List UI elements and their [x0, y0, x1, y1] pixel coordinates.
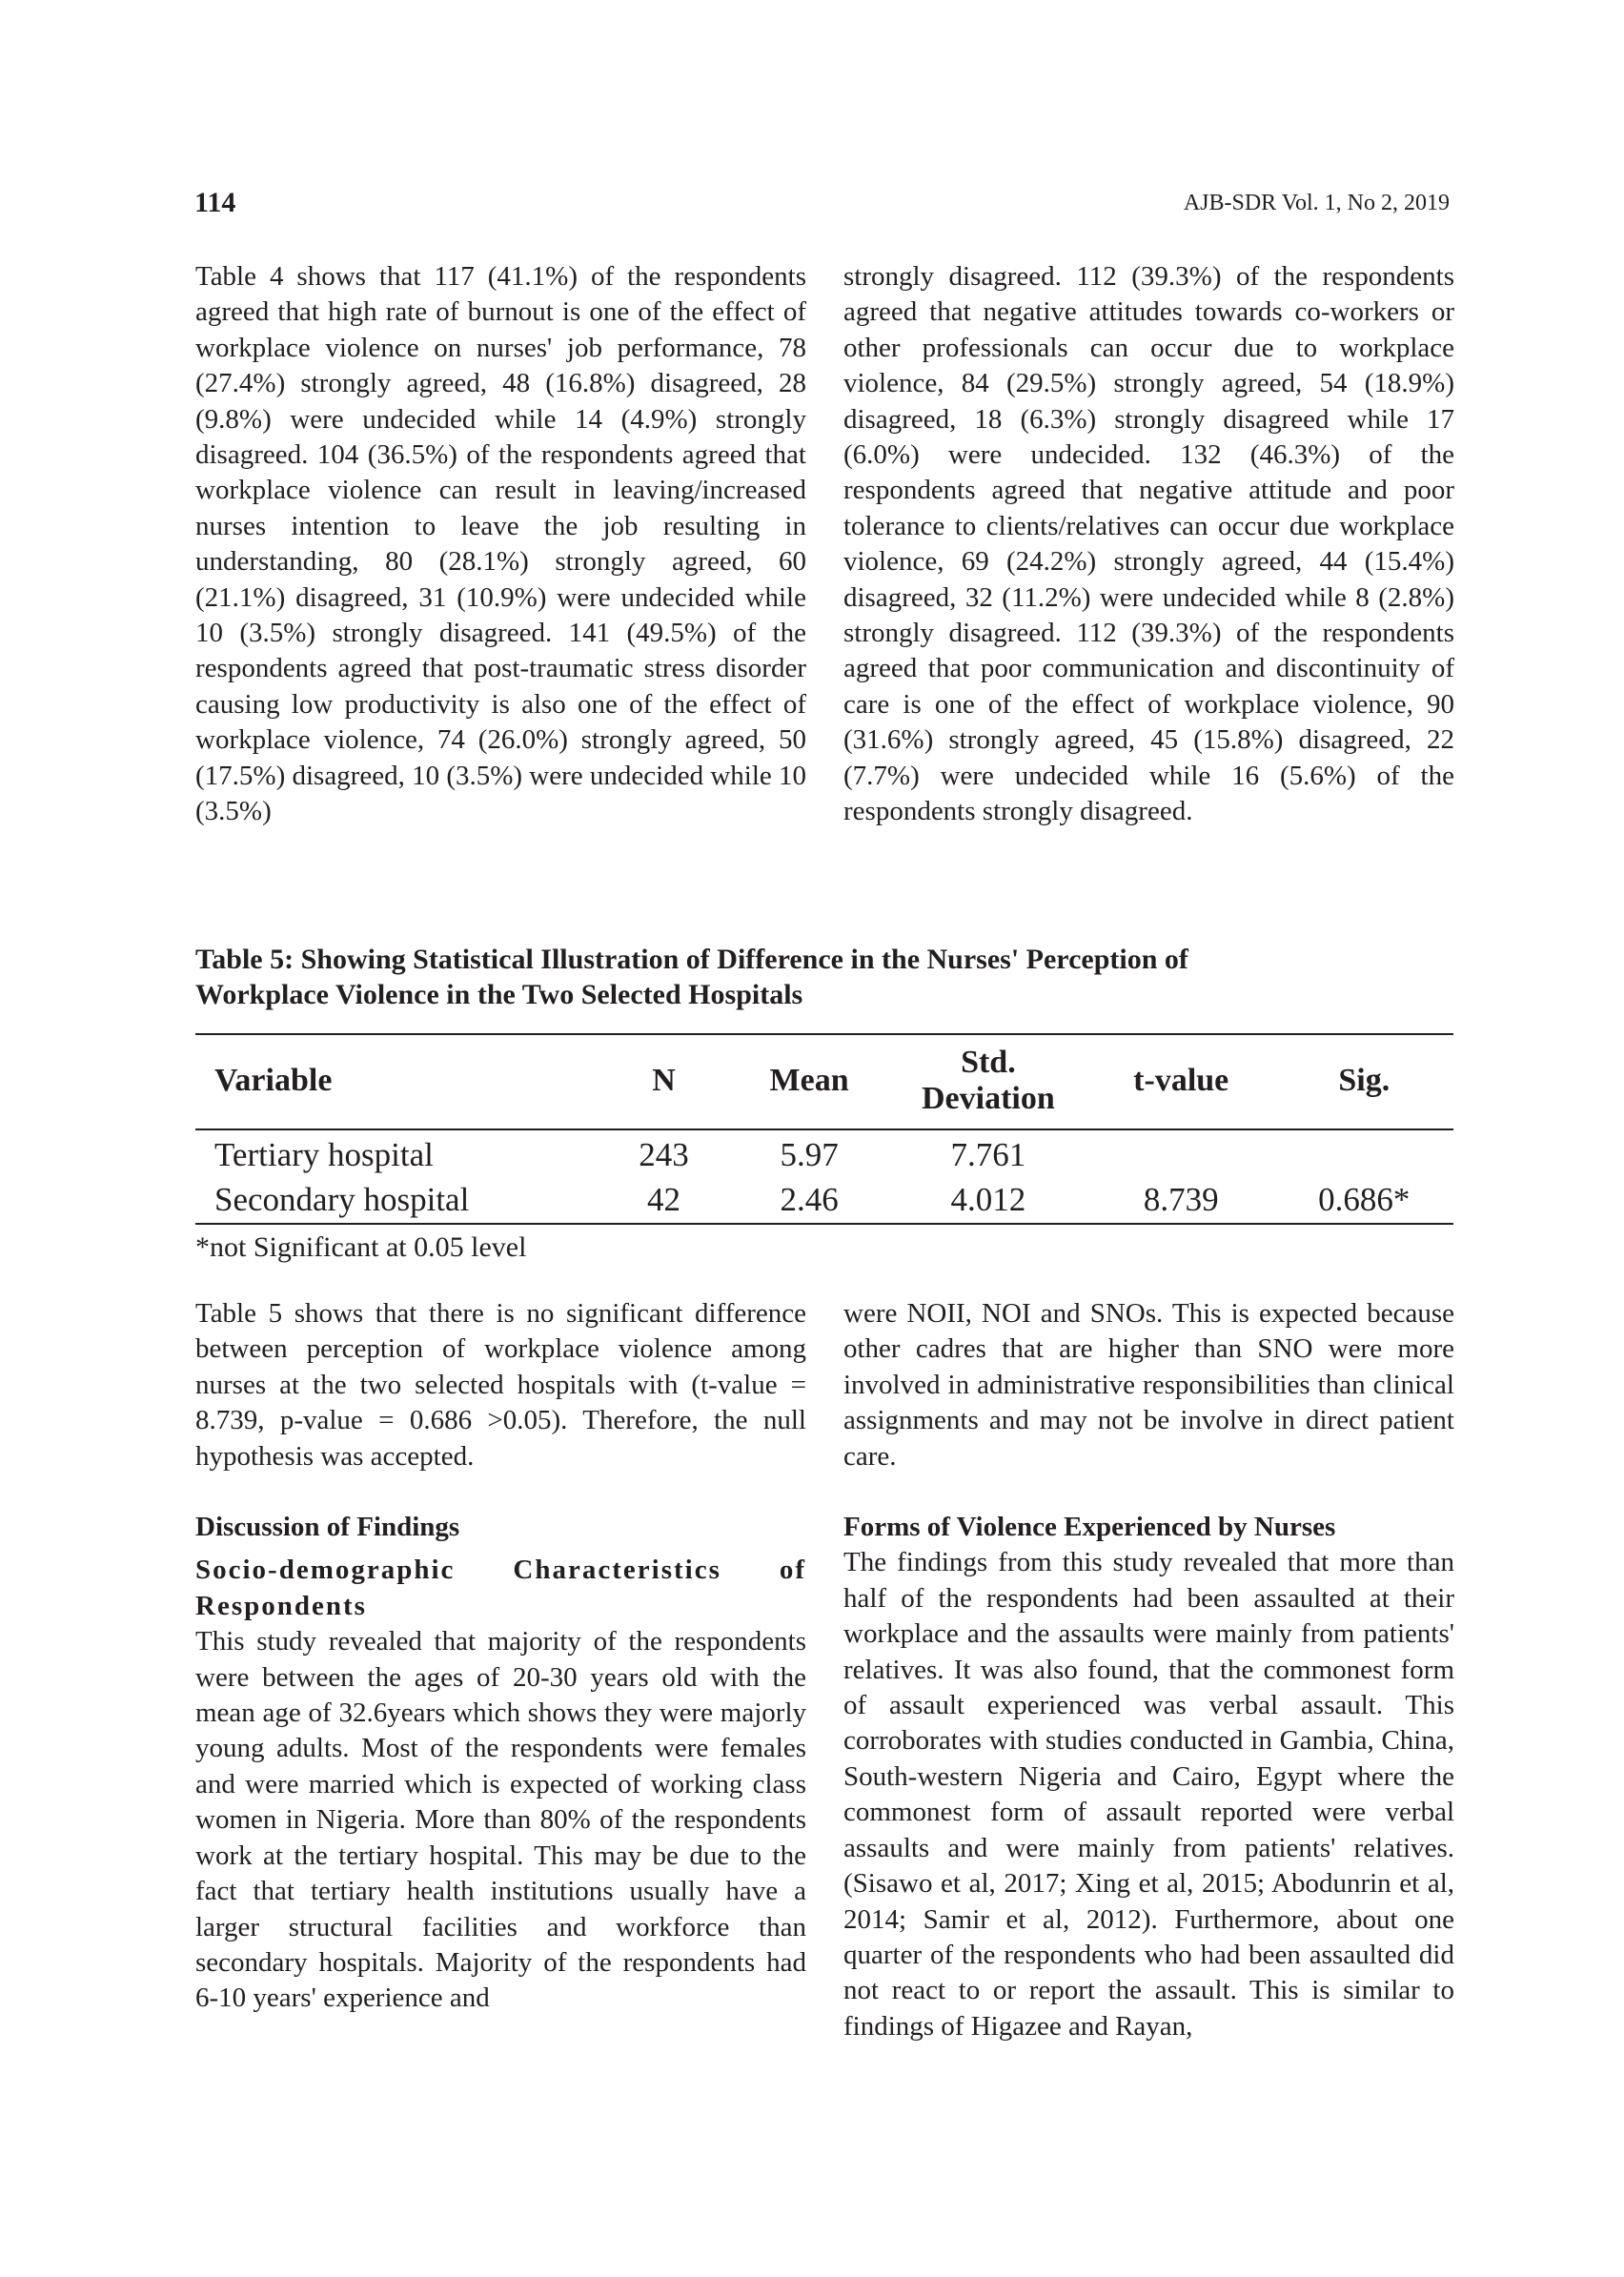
cell-sig: 0.686* [1318, 1181, 1411, 1218]
table5 [195, 1033, 1453, 1225]
header-std-line1: Std. [961, 1045, 1016, 1080]
paragraph-table4-results: Table 4 shows that 117 (41.1%) of the respondents agreed that high rate of burnout is one of the effect of workplace violence on nurses' job performance, 78 (27.4%) strongly agreed, 48 (16.8%) disagreed, 28 (9.8%) were undecided while 14 (4.9%) strongly disagreed. 104 (36.5%) of the respondents agreed that workplace violence can result in leaving/increased nurses intention to leave the job resulting in understanding, 80 (28.1%) strongly agreed, 60 (21.1%) disagreed, 31 (10.9%) were undecided while 10 (3.5%) strongly disagreed. 141 (49.5%) of the respondents agreed that post-traumatic stress disorder causing low productivity is also one of the effect of workplace violence, 74 (26.0%) strongly agreed, 50 (17.5%) disagreed, 10 (3.5%) were undecided while 10 (3.5%) [195, 261, 807, 827]
cell-std-deviation: 7.761 [950, 1136, 1026, 1173]
table5-header-row [195, 1034, 1453, 1129]
header-std-deviation [889, 1034, 1087, 1129]
header-sig: Sig. [1338, 1063, 1391, 1098]
table-row [195, 1178, 1453, 1224]
paragraph-table5-interpretation: Table 5 shows that there is no significant difference between perception of workplace violence among nurses at the two selected hospitals with (t-value = 8.739, p-value = 0.686 >0.05). Therefore, the null hypothesis was accepted. [195, 1298, 806, 1472]
header-std-line2: Deviation [921, 1081, 1055, 1116]
table5-title-line1: Table 5: Showing Statistical Illustration of Difference in the Nurses' Perception of [195, 944, 1188, 975]
table5-title [195, 942, 1434, 1012]
bottom-left-column [195, 1296, 806, 2017]
header-t-value: t-value [1133, 1063, 1229, 1098]
paragraph-table4-results-continued: strongly disagreed. 112 (39.3%) of the respondents agreed that negative attitudes towards co-workers or other professionals can occur due to workplace violence, 84 (29.5%) strongly agreed, 54 (18.9%) disagreed, 18 (6.3%) strongly disagreed while 17 (6.0%) were undecided. 132 (46.3%) of the respondents agreed that negative attitude and poor tolerance to clients/relatives can occur due workplace violence, 69 (24.2%) strongly agreed, 44 (15.4%) disagreed, 32 (11.2%) were undecided while 8 (2.8%) strongly disagreed. 112 (39.3%) of the respondents agreed that poor communication and discontinuity of care is one of the effect of workplace violence, 90 (31.6%) strongly agreed, 45 (15.8%) disagreed, 22 (7.7%) were undecided while 16 (5.6%) of the respondents strongly disagreed. [843, 261, 1454, 827]
paragraph-socio-demographic: This study revealed that majority of the respondents were between the ages of 20-30 years old with the mean age of 32.6years which shows they were majorly young adults. Most of the respondents were females and were married which is expected of working class women in Nigeria. More than 80% of the respondents work at the tertiary hospital. This may be due to the fact that tertiary health institutions usually have a larger structural facilities and workforce than secondary hospitals. Majority of the respondents had 6-10 years' experience and [195, 1626, 806, 2014]
heading-socio-demographic: Socio-demographic Characteristics of Respondents [195, 1555, 806, 1621]
paragraph-cadres: were NOII, NOI and SNOs. This is expected because other cadres that are higher than SNO were more involved in administrative responsibilities than clinical assignments and may not be involve in direct patient care. [843, 1298, 1454, 1472]
table5-footnote: *not Significant at 0.05 level [195, 1231, 527, 1263]
header-variable: Variable [214, 1063, 333, 1098]
cell-mean: 2.46 [780, 1181, 839, 1218]
cell-n: 42 [647, 1181, 680, 1218]
cell-variable: Secondary hospital [214, 1181, 470, 1218]
header-mean: Mean [769, 1063, 849, 1098]
cell-n: 243 [639, 1136, 689, 1173]
heading-forms-of-violence: Forms of Violence Experienced by Nurses [843, 1512, 1336, 1543]
cell-t-value [1087, 1129, 1275, 1178]
cell-t-value: 8.739 [1143, 1181, 1219, 1218]
header-n: N [652, 1063, 676, 1098]
heading-discussion-of-findings: Discussion of Findings [195, 1512, 460, 1543]
cell-std-deviation: 4.012 [950, 1181, 1026, 1218]
table5-title-line2: Workplace Violence in the Two Selected Hospitals [195, 979, 803, 1010]
cell-variable: Tertiary hospital [214, 1136, 434, 1173]
bottom-right-column [843, 1296, 1454, 2044]
page-number: 114 [194, 187, 236, 218]
top-left-column [195, 259, 806, 830]
cell-mean: 5.97 [780, 1136, 839, 1173]
running-head: AJB-SDR Vol. 1, No 2, 2019 [1183, 191, 1450, 215]
table-row [195, 1129, 1453, 1178]
cell-sig [1275, 1129, 1453, 1178]
paragraph-forms-of-violence: The findings from this study revealed that more than half of the respondents had been assaulted at their workplace and the assaults were mainly from patients' relatives. It was also found, that the commonest form of assault experienced was verbal assault. This corroborates with studies conducted in Gambia, China, South-western Nigeria and Cairo, Egypt where the commonest form of assault reported were verbal assaults and were mainly from patients' relatives. (Sisawo et al, 2017; Xing et al, 2015; Abodunrin et al, 2014; Samir et al, 2012). Furthermore, about one quarter of the respondents who had been assaulted did not react to or report the assault. This is similar to findings of Higazee and Rayan, [843, 1547, 1454, 2042]
top-right-column [843, 259, 1454, 830]
